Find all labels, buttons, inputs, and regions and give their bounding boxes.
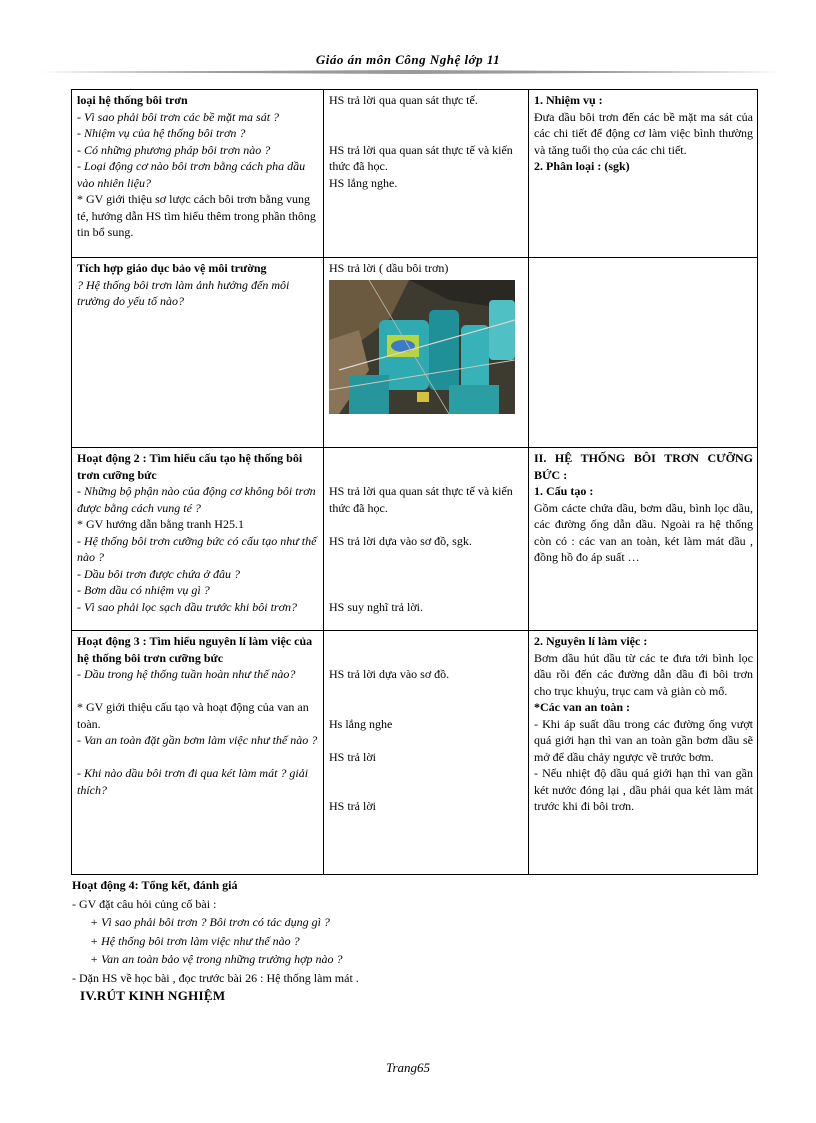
cell-heading: Tích hợp giáo dục bảo vệ môi trường: [77, 261, 267, 275]
spacer: [329, 650, 524, 667]
teacher-activity-cell: [72, 631, 324, 875]
spacer: [329, 566, 524, 583]
cell-text: - Dầu trong hệ thống tuần hoàn như thế nào?: [77, 667, 296, 681]
cell-text: - Dầu bôi trơn được chứa ở đâu ?: [77, 566, 240, 581]
cell-text: - Nếu nhiệt độ dầu quá giới hạn thì van gần két nước đóng lại , dầu phải qua két làm mát trước khi đi bôi trơn.: [534, 766, 753, 813]
cell-text: HS lắng nghe.: [329, 175, 398, 190]
cell-text: - Loại động cơ nào bôi trơn bằng cách pha dầu vào nhiên liệu?: [77, 159, 306, 190]
spacer: [329, 467, 524, 484]
spacer: [329, 549, 524, 566]
homework-note: - Dặn HS về học bài , đọc trước bài 26 : Hệ thống làm mát .: [72, 970, 359, 985]
page-header-title: Giáo án môn Công Nghệ lớp 11: [315, 52, 501, 67]
cell-text: - Vì sao phải lọc sạch dầu trước khi bôi trơn?: [77, 599, 298, 614]
spacer: [329, 765, 524, 782]
cell-text: - Có những phương pháp bôi trơn nào ?: [77, 142, 271, 157]
cell-text: HS trả lời dựa vào sơ đồ, sgk.: [329, 533, 472, 548]
student-activity-cell: [324, 258, 529, 448]
section-heading: IV.RÚT KINH NGHIỆM: [80, 988, 226, 1003]
cell-text: HS trả lời qua quan sát thực tế và kiến thức đã học.: [329, 142, 513, 173]
spacer: [329, 516, 524, 533]
spacer: [329, 582, 524, 599]
cell-text: HS trả lời dựa vào sơ đồ.: [329, 667, 450, 681]
cell-heading: 1. Nhiệm vụ :: [534, 93, 603, 107]
cell-text: - Khi nào dầu bôi trơn đi qua két làm mát ? giải thích?: [77, 766, 309, 797]
cell-text: HS trả lời: [329, 749, 377, 764]
cell-heading: 2. Nguyên lí làm việc :: [534, 634, 648, 648]
cell-text: * GV hướng dẫn bằng tranh H25.1: [77, 517, 244, 531]
summary-heading: Hoạt động 4: Tổng kết, đánh giá: [72, 878, 238, 892]
spacer: [77, 749, 319, 766]
spacer: [329, 633, 524, 650]
lesson-table: [71, 89, 758, 875]
teacher-activity-cell: [72, 448, 324, 631]
cell-text: HS trả lời: [329, 799, 377, 813]
table-row: [72, 448, 758, 631]
cell-text: - Hệ thống bôi trơn cưỡng bức có cấu tạo như thế nào ?: [77, 533, 317, 564]
cell-text: Hs lắng nghe: [329, 716, 393, 731]
page-number: Trang65: [385, 1060, 431, 1075]
spacer: [329, 699, 524, 716]
student-activity-cell: [324, 631, 529, 875]
summary-question: + Van an toàn bảo vệ trong những trường hợp nào ?: [90, 952, 343, 966]
cell-text: HS trả lời qua quan sát thực tế.: [329, 93, 478, 107]
cell-text: HS trả lời qua quan sát thực tế và kiến thức đã học.: [329, 484, 513, 515]
summary-intro: - GV đặt câu hỏi củng cố bài :: [72, 896, 217, 911]
cell-text: - Van an toàn đặt gần bơm làm việc như thế nào ?: [77, 733, 318, 747]
table-row: [72, 90, 758, 258]
cell-text: - Những bộ phận nào của động cơ không bôi trơn được bằng cách vung té ?: [77, 484, 316, 515]
cell-text: * GV giới thiệu sơ lược cách bôi trơn bằng vung té, hướng dẫn HS tìm hiểu thêm trong phần thông tin bổ sung.: [77, 192, 316, 239]
spacer: [77, 683, 319, 700]
cell-text: ? Hệ thống bôi trơn làm ảnh hưởng đến môi trường do yếu tố nào?: [77, 277, 290, 308]
cell-text: Đưa dầu bôi trơn đến các bề mặt ma sát của các chi tiết để động cơ làm việc bình thường và tăng tuổi thọ của các chi tiết.: [534, 109, 753, 157]
cell-text: - Vì sao phải bôi trơn các bề mặt ma sát ?: [77, 109, 280, 124]
cell-heading: Hoạt động 2 : Tìm hiểu cấu tạo hệ thống bôi trơn cưỡng bức: [77, 451, 303, 482]
cell-heading: loại hệ thống bôi trơn: [77, 93, 188, 107]
cell-text: HS trả lời ( dầu bôi trơn): [329, 261, 449, 275]
cell-heading: II. HỆ THỐNG BÔI TRƠN CƯỠNG BỨC :: [534, 451, 753, 482]
content-cell: [529, 448, 758, 631]
cell-heading: Hoạt động 3 : Tìm hiểu nguyên lí làm việc của hệ thống bôi trơn cưỡng bức: [77, 634, 313, 665]
content-cell: [529, 258, 758, 448]
cell-text: - Bơm dầu có nhiệm vụ gì ?: [77, 583, 210, 597]
cell-text: * GV giới thiệu cấu tạo và hoạt động của van an toàn.: [77, 700, 309, 731]
summary-section: [72, 876, 772, 1006]
summary-question: + Vì sao phải bôi trơn ? Bôi trơn có tác dụng gì ?: [90, 915, 330, 929]
student-activity-cell: [324, 448, 529, 631]
cell-heading: *Các van an toàn :: [534, 700, 631, 714]
teacher-activity-cell: [72, 258, 324, 448]
cell-text: Gồm cácte chứa dầu, bơm dầu, bình lọc dầu, các đường ống dẫn dầu. Ngoài ra hệ thống còn có : các van an toàn, két làm mát dầu , đồng hồ đo áp suất …: [534, 500, 753, 564]
summary-question: + Hệ thống bôi trơn làm việc như thế nào ?: [90, 933, 300, 948]
oil-containers-photo: [329, 280, 515, 414]
student-activity-cell: [324, 90, 529, 258]
spacer: [329, 109, 524, 126]
content-cell: [529, 631, 758, 875]
spacer: [329, 782, 524, 799]
content-cell: [529, 90, 758, 258]
cell-text: - Nhiệm vụ của hệ thống bôi trơn ?: [77, 126, 246, 140]
cell-text: - Khi áp suất dầu trong các đường ống vượt quá giới hạn thì van an toàn gần bơm dầu sẽ mở để dầu chảy ngược về trước bơm.: [534, 716, 753, 764]
cell-heading: 1. Cấu tạo :: [534, 484, 594, 498]
table-row: [72, 631, 758, 875]
cell-text: HS suy nghĩ trả lời.: [329, 599, 424, 614]
teacher-activity-cell: [72, 90, 324, 258]
cell-heading: 2. Phân loại : (sgk): [534, 159, 630, 173]
spacer: [329, 125, 524, 142]
spacer: [329, 683, 524, 700]
spacer: [329, 732, 524, 749]
cell-text: Bơm dầu hút dầu từ các te đưa tới bình lọc dầu rồi đến các đường dẫn dầu đi bôi trơn cho trục khuỷu, trục cam và giàn cò mổ.: [534, 650, 753, 698]
header-rule: [40, 70, 780, 74]
table-row: [72, 258, 758, 448]
spacer: [329, 450, 524, 467]
